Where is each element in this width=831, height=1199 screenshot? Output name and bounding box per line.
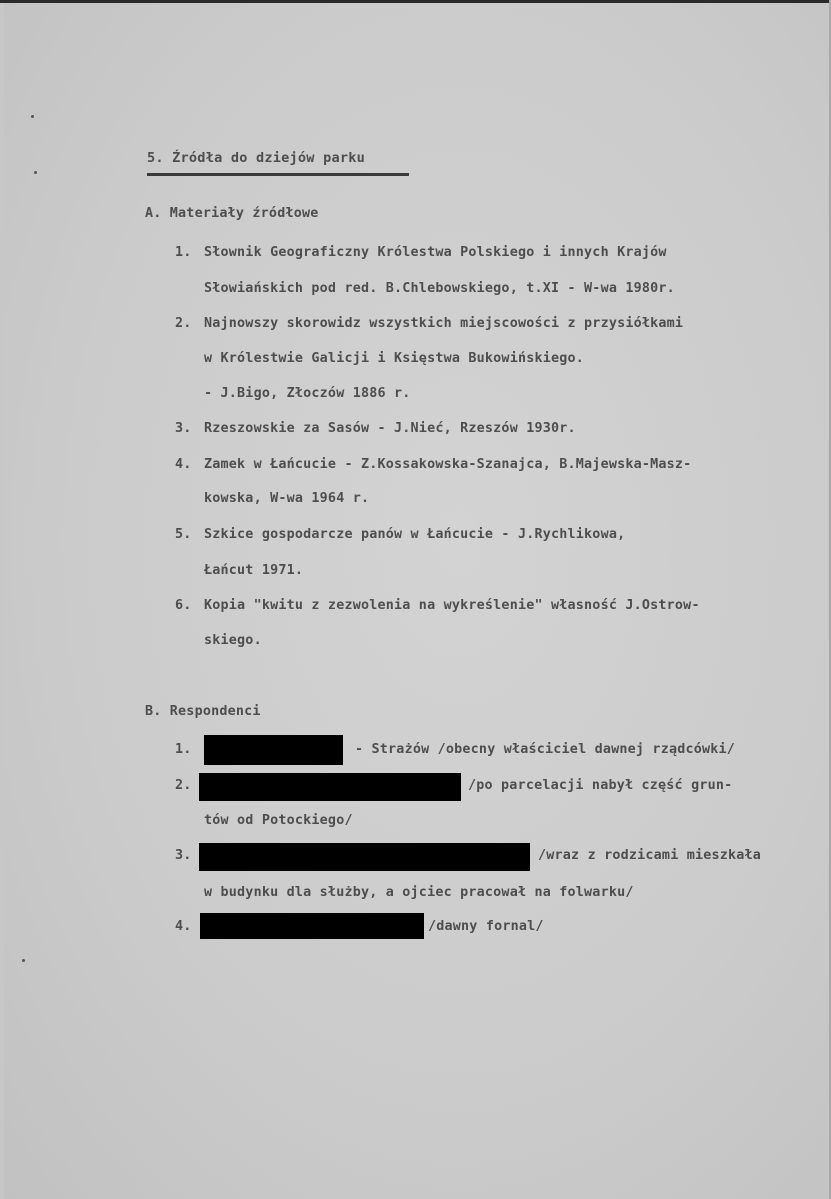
source-item-text: Zamek w Łańcucie - Z.Kossakowska-Szanajca, B.Majewska-Masz- xyxy=(204,457,692,472)
scan-speck xyxy=(31,115,34,118)
source-item-number: 1. xyxy=(175,245,192,260)
respondent-note: - Strażów /obecny właściciel dawnej rządcówki/ xyxy=(355,742,736,757)
redacted-name-box xyxy=(200,913,424,939)
scan-speck xyxy=(22,959,25,962)
source-item-text: Najnowszy skorowidz wszystkich miejscowości z przysiółkami xyxy=(204,316,684,331)
source-item-text: kowska, W-wa 1964 r. xyxy=(204,491,370,506)
source-item-text: Szkice gospodarcze panów w Łańcucie - J.Rychlikowa, xyxy=(204,527,626,542)
scan-speck xyxy=(34,171,37,174)
respondent-number: 3. xyxy=(175,848,192,863)
source-item-number: 3. xyxy=(175,421,192,436)
respondent-note: w budynku dla służby, a ojciec pracował na folwarku/ xyxy=(204,885,634,900)
source-item-text: skiego. xyxy=(204,633,262,648)
respondent-note: /wraz z rodzicami mieszkała xyxy=(538,848,762,863)
respondent-number: 2. xyxy=(175,778,192,793)
source-item-text: Słowiańskich pod red. B.Chlebowskiego, t.XI - W-wa 1980r. xyxy=(204,281,675,296)
heading-underline xyxy=(147,173,409,176)
source-item-text: w Królestwie Galicji i Księstwa Bukowińskiego. xyxy=(204,351,585,366)
section-b-title: B. Respondenci xyxy=(145,704,261,719)
source-item-text: Słownik Geograficzny Królestwa Polskiego i innych Krajów xyxy=(204,245,667,260)
source-item-text: Łańcut 1971. xyxy=(204,563,304,578)
section-a-title: A. Materiały źródłowe xyxy=(145,206,319,221)
redacted-name-box xyxy=(204,735,343,765)
redacted-name-box xyxy=(199,773,461,801)
source-item-number: 2. xyxy=(175,316,192,331)
source-item-number: 4. xyxy=(175,457,192,472)
page-heading: 5. Źródła do dziejów parku xyxy=(147,150,365,166)
redacted-name-box xyxy=(199,843,530,871)
source-item-text: Rzeszowskie za Sasów - J.Nieć, Rzeszów 1930r. xyxy=(204,421,576,436)
respondent-note: /po parcelacji nabył część grun- xyxy=(468,778,733,793)
respondent-note: tów od Potockiego/ xyxy=(204,813,353,828)
source-item-text: Kopia "kwitu z zezwolenia na wykreślenie" własność J.Ostrow- xyxy=(204,598,700,613)
respondent-note: /dawny fornal/ xyxy=(428,919,544,934)
respondent-number: 4. xyxy=(175,919,192,934)
respondent-number: 1. xyxy=(175,742,192,757)
source-item-text: - J.Bigo, Złoczów 1886 r. xyxy=(204,386,411,401)
source-item-number: 5. xyxy=(175,527,192,542)
source-item-number: 6. xyxy=(175,598,192,613)
